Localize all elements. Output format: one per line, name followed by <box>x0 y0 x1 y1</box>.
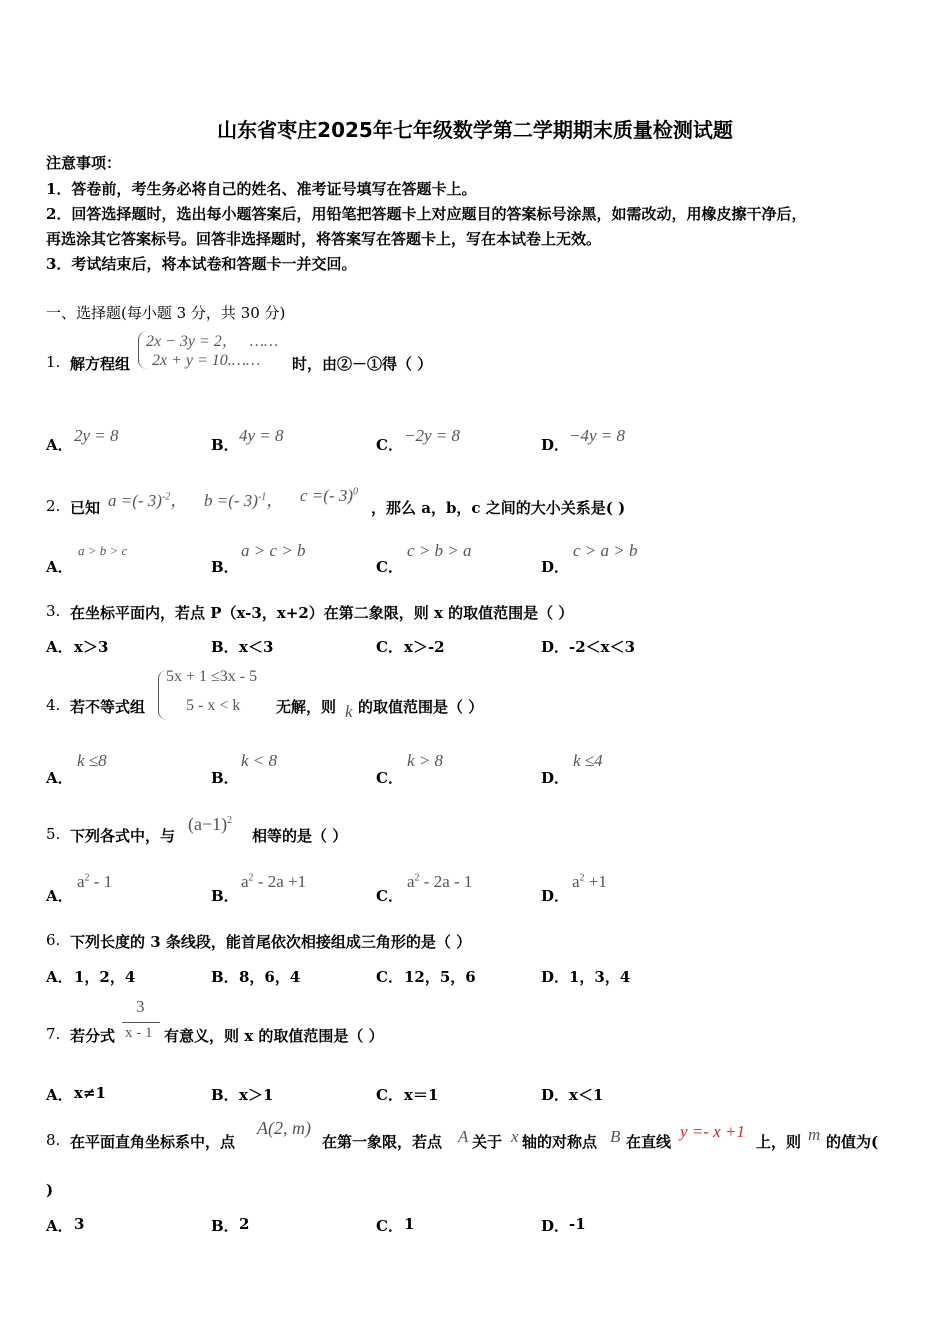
section-heading: 一、选择题(每小题 3 分，共 30 分) <box>46 304 286 322</box>
option-label: C． <box>376 558 403 576</box>
variable-m: m <box>808 1125 821 1144</box>
point-a-expr: A(2, m) <box>257 1118 311 1138</box>
option-label: B． <box>211 968 239 986</box>
line-equation: y =- x +1 <box>680 1122 745 1141</box>
page-title: 山东省枣庄2025年七年级数学第二学期期末质量检测试题 <box>217 118 733 142</box>
question-text: 已知 <box>70 499 101 517</box>
option-value: k < 8 <box>241 751 278 770</box>
question-number: 2. <box>46 497 61 515</box>
option-value: x＜1 <box>569 1086 604 1104</box>
question-number: 7. <box>46 1025 61 1043</box>
option-value: c > a > b <box>573 541 638 560</box>
question-number: 5. <box>46 825 61 843</box>
option-label: B． <box>211 1217 239 1235</box>
option-value: x＜3 <box>239 638 274 656</box>
question-number: 1. <box>46 353 61 371</box>
option-label: B． <box>211 436 239 454</box>
option-label: D． <box>541 558 570 576</box>
option-value: $a^2 - 2a +1$ <box>241 872 307 891</box>
option-value: x≠1 <box>74 1084 106 1102</box>
option-label: A． <box>46 968 73 986</box>
option-value: 1，2，4 <box>74 968 136 986</box>
fraction-bar <box>122 1022 160 1023</box>
option-label: A． <box>46 1086 73 1104</box>
question-text: 在直线 <box>626 1133 672 1151</box>
option-label: A． <box>46 638 73 656</box>
option-value: 1 <box>404 1215 415 1233</box>
axis-x: x <box>511 1127 519 1146</box>
option-label: A． <box>46 887 73 905</box>
notice-item: 再选涂其它答案标号。回答非选择题时，将答案写在答题卡上，写在本试卷上无效。 <box>46 230 602 248</box>
option-label: A． <box>46 436 73 454</box>
option-value: c > b > a <box>407 541 472 560</box>
option-value: 1，3，4 <box>569 968 631 986</box>
option-label: D． <box>541 1086 570 1104</box>
option-value: x＞1 <box>239 1086 274 1104</box>
option-value: k ≤8 <box>77 751 107 770</box>
fraction-numerator: 3 <box>136 997 145 1016</box>
question-text: 相等的是（ ） <box>252 827 348 845</box>
option-label: A． <box>46 1217 73 1235</box>
option-value: -2＜x＜3 <box>569 638 636 656</box>
option-value: −4y = 8 <box>569 426 625 445</box>
option-label: B． <box>211 1086 239 1104</box>
question-text: 下列长度的 3 条线段，能首尾依次相接组成三角形的是（ ） <box>70 933 472 951</box>
option-value: x＞-2 <box>404 638 445 656</box>
option-label: D． <box>541 887 570 905</box>
option-value: $a^2 - 1$ <box>77 872 113 891</box>
point-b: B <box>610 1127 621 1146</box>
expr-b: b =(- 3)$^{-1}$， <box>204 491 284 510</box>
question-number: 8. <box>46 1131 61 1149</box>
notice-item: 3．考试结束后，将本试卷和答题卡一并交回。 <box>46 255 357 273</box>
option-value: −2y = 8 <box>404 426 460 445</box>
option-value: x＝1 <box>404 1086 439 1104</box>
option-label: D． <box>541 769 570 787</box>
question-number: 6. <box>46 931 61 949</box>
option-label: A． <box>46 769 73 787</box>
expression: $(a-1)^2$ <box>188 814 233 834</box>
question-text: 若分式 <box>70 1027 116 1045</box>
option-value: a > b > c <box>78 543 128 558</box>
option-value: a > c > b <box>241 541 306 560</box>
option-label: B． <box>211 558 239 576</box>
option-label: C． <box>376 1086 403 1104</box>
question-text: 无解，则 <box>276 698 337 716</box>
option-label: B． <box>211 769 239 787</box>
option-label: D． <box>541 436 570 454</box>
option-label: B． <box>211 638 239 656</box>
option-value: -1 <box>569 1215 586 1233</box>
question-number: 3. <box>46 602 61 620</box>
option-label: C． <box>376 968 403 986</box>
question-text: 关于 <box>472 1133 503 1151</box>
notice-item: 1．答卷前，考生务必将自己的姓名、准考证号填写在答题卡上。 <box>46 180 477 198</box>
question-text: 时，由②－①得（ ） <box>292 355 433 373</box>
question-text: 解方程组 <box>70 355 131 373</box>
option-label: C． <box>376 638 403 656</box>
question-text: 在第一象限，若点 <box>322 1133 443 1151</box>
equation-2: 2x + y = 10.…… <box>152 352 261 369</box>
notice-item: 2．回答选择题时，选出每小题答案后，用铅笔把答题卡上对应题目的答案标号涂黑，如需改动，用橡皮擦干净后， <box>46 205 807 223</box>
point-a: A <box>458 1127 469 1146</box>
question-text: 上，则 <box>756 1133 802 1151</box>
notice-heading: 注意事项： <box>46 154 122 172</box>
question-text: 有意义，则 x 的取值范围是（ ） <box>164 1027 384 1045</box>
option-label: C． <box>376 436 403 454</box>
option-label: D． <box>541 638 570 656</box>
option-value: k ≤4 <box>573 751 603 770</box>
option-label: A． <box>46 558 73 576</box>
option-value: 8，6，4 <box>239 968 301 986</box>
equation-1: 2x − 3y = 2， …… <box>146 333 279 350</box>
question-text: ) <box>46 1181 54 1199</box>
question-text: ，那么 a，b，c 之间的大小关系是( ) <box>371 499 626 517</box>
inequality-1: 5x + 1 ≤3x - 5 <box>166 668 258 685</box>
option-label: B． <box>211 887 239 905</box>
option-label: D． <box>541 968 570 986</box>
question-text: 在平面直角坐标系中，点 <box>70 1133 236 1151</box>
question-number: 4. <box>46 696 61 714</box>
option-value: 4y = 8 <box>239 426 284 445</box>
option-value: x＞3 <box>74 638 109 656</box>
option-value: $a^2 +1$ <box>572 872 607 891</box>
expr-c: c =(- 3)$^0$ <box>300 486 359 505</box>
option-value: 2y = 8 <box>74 426 119 445</box>
fraction-denominator: x - 1 <box>125 1025 153 1041</box>
question-text: 的值为( <box>826 1133 879 1151</box>
expr-a: a =(- 3)$^{-2}$， <box>108 491 188 510</box>
question-text: 若不等式组 <box>70 698 146 716</box>
option-value: k > 8 <box>407 751 444 770</box>
variable-k: k <box>345 702 353 721</box>
option-label: C． <box>376 769 403 787</box>
option-label: C． <box>376 887 403 905</box>
question-text: 下列各式中，与 <box>70 827 176 845</box>
option-value: $a^2 - 2a - 1$ <box>407 872 473 891</box>
option-label: D． <box>541 1217 570 1235</box>
option-value: 2 <box>239 1215 250 1233</box>
question-text: 的取值范围是（ ） <box>358 698 484 716</box>
question-text: 轴的对称点 <box>522 1133 598 1151</box>
option-value: 3 <box>74 1215 85 1233</box>
option-value: 12，5，6 <box>404 968 476 986</box>
question-text: 在坐标平面内，若点 P（x-3，x+2）在第二象限，则 x 的取值范围是（ ） <box>70 604 574 622</box>
inequality-2: 5 - x < k <box>186 697 241 714</box>
option-label: C． <box>376 1217 403 1235</box>
